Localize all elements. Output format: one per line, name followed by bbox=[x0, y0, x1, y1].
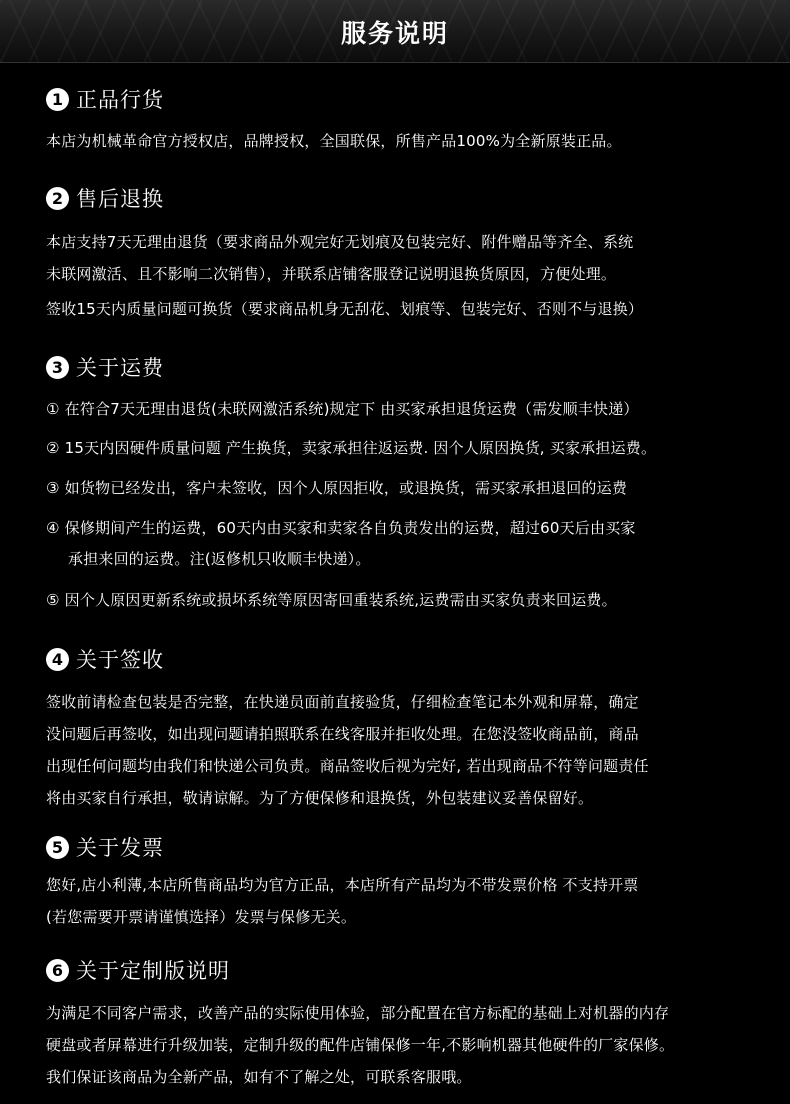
number-1-icon: 1 bbox=[46, 88, 69, 111]
section-text-line: ① 在符合7天无理由退货(未联网激活系统)规定下 由买家承担退货运费（需发顺丰快递） bbox=[46, 400, 639, 418]
section-genuine-products bbox=[46, 84, 766, 114]
section-text-line: ⑤ 因个人原因更新系统或损坏系统等原因寄回重装系统,运费需由买家负责来回运费。 bbox=[46, 591, 617, 609]
number-4-icon: 4 bbox=[46, 648, 69, 671]
section-title: 关于签收 bbox=[76, 648, 164, 672]
section-sign-for-delivery bbox=[46, 644, 766, 674]
section-text-line: 将由买家自行承担，敬请谅解。为了方便保修和退换货，外包装建议妥善保留好。 bbox=[46, 789, 594, 807]
number-5-icon: 5 bbox=[46, 836, 69, 859]
section-text-line: 签收前请检查包装是否完整，在快递员面前直接验货，仔细检查笔记本外观和屏幕，确定 bbox=[46, 693, 639, 711]
section-custom-edition bbox=[46, 955, 766, 985]
section-text-line: 为满足不同客户需求，改善产品的实际使用体验，部分配置在官方标配的基础上对机器的内存 bbox=[46, 1004, 670, 1022]
section-shipping-fees bbox=[46, 352, 766, 382]
section-invoice bbox=[46, 832, 766, 862]
section-text-line: 没问题后再签收，如出现问题请拍照联系在线客服并拒收处理。在您没签收商品前，商品 bbox=[46, 725, 639, 743]
section-title: 关于发票 bbox=[76, 836, 164, 860]
section-text-line: ③ 如货物已经发出，客户未签收，因个人原因拒收，或退换货，需买家承担退回的运费 bbox=[46, 479, 628, 497]
section-after-sales bbox=[46, 183, 766, 213]
section-title: 关于定制版说明 bbox=[76, 959, 230, 983]
number-3-icon: 3 bbox=[46, 356, 69, 379]
section-text-line: (若您需要开票请谨慎选择）发票与保修无关。 bbox=[46, 908, 357, 926]
section-text-line: 我们保证该商品为全新产品，如有不了解之处，可联系客服哦。 bbox=[46, 1068, 472, 1086]
number-6-icon: 6 bbox=[46, 959, 69, 982]
section-text-line: 未联网激活、且不影响二次销售），并联系店铺客服登记说明退换货原因，方便处理。 bbox=[46, 265, 617, 283]
page-title: 服务说明 bbox=[340, 19, 449, 48]
section-text-line: 承担来回的运费。注(返修机只收顺丰快递）。 bbox=[68, 550, 371, 568]
section-text-line: ② 15天内因硬件质量问题 产生换货，卖家承担往返运费. 因个人原因换货, 买家承担运费。 bbox=[46, 439, 657, 457]
section-text-line: 出现任何问题均由我们和快递公司负责。商品签收后视为完好, 若出现商品不符等问题责任 bbox=[46, 757, 649, 775]
header-banner bbox=[0, 0, 790, 63]
section-title: 正品行货 bbox=[76, 88, 164, 112]
section-text-line: 本店为机械革命官方授权店，品牌授权，全国联保，所售产品100%为全新原装正品。 bbox=[46, 132, 622, 150]
section-text-line: 签收15天内质量问题可换货（要求商品机身无刮花、划痕等、包装完好、否则不与退换） bbox=[46, 300, 644, 318]
section-title: 售后退换 bbox=[76, 187, 164, 211]
section-title: 关于运费 bbox=[76, 356, 164, 380]
section-text-line: 硬盘或者屏幕进行升级加装，定制升级的配件店铺保修一年,不影响机器其他硬件的厂家保修。 bbox=[46, 1036, 675, 1054]
section-text-line: 本店支持7天无理由退货（要求商品外观完好无划痕及包装完好、附件赠品等齐全、系统 bbox=[46, 233, 634, 251]
number-2-icon: 2 bbox=[46, 187, 69, 210]
section-text-line: 您好,店小利薄,本店所售商品均为官方正品，本店所有产品均为不带发票价格 不支持开票 bbox=[46, 876, 639, 894]
section-text-line: ④ 保修期间产生的运费，60天内由买家和卖家各自负责发出的运费，超过60天后由买家 bbox=[46, 519, 636, 537]
